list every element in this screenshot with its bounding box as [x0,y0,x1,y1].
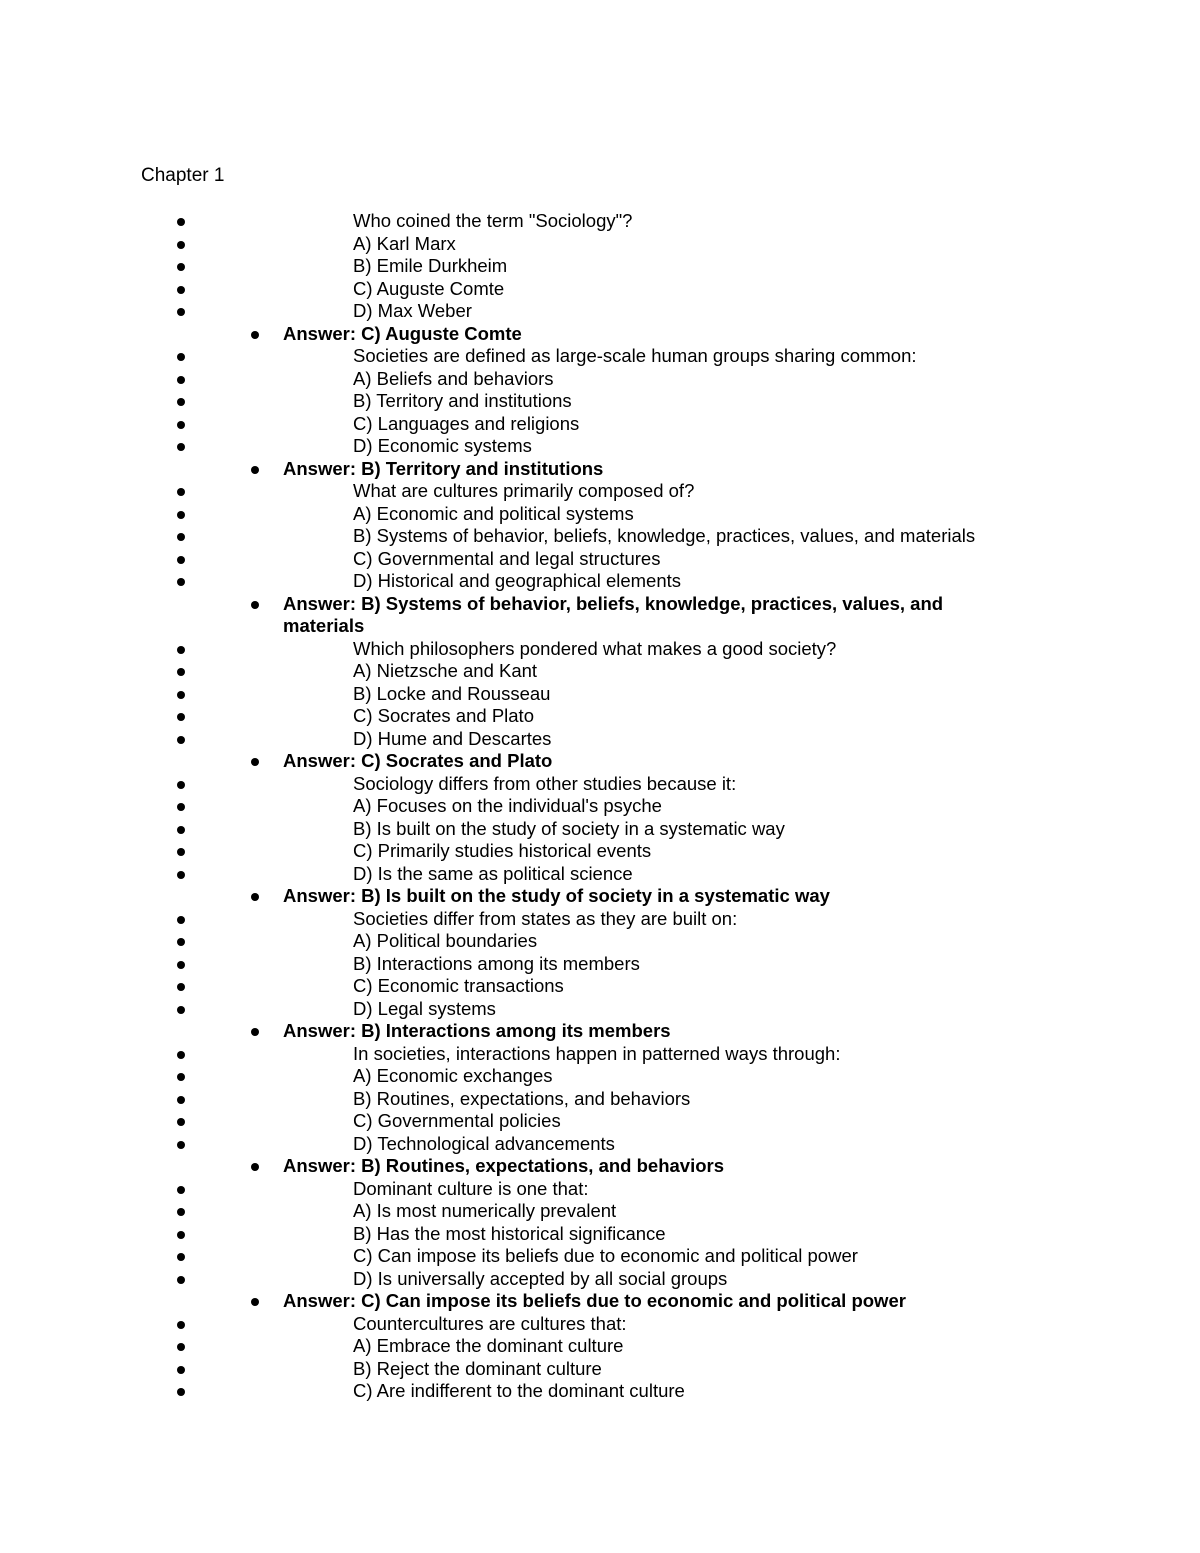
answer-option [0,1088,1200,1111]
answer-option [0,300,1200,323]
answer-option-text: C) Socrates and Plato [353,705,534,726]
answer-option-text: B) Routines, expectations, and behaviors [353,1087,691,1109]
answer-option-text: C) Are indifferent to the dominant culture [353,1380,685,1401]
bullet-icon [177,803,185,811]
question-stem-text: Sociology differs from other studies because it: [353,772,737,794]
bullet-icon [251,601,259,609]
bullet-icon [177,1073,185,1081]
bullet-icon [177,781,185,789]
bullet-icon [177,736,185,744]
question-stem [0,210,1200,233]
answer-key-text: Answer: B) Is built on the study of society in a systematic way [283,885,830,906]
answer-option [0,390,1200,413]
answer-option [0,1268,1200,1291]
question-stem-text: Societies are defined as large-scale human groups sharing common: [353,345,917,366]
bullet-icon [177,916,185,924]
answer-option [0,795,1200,818]
bullet-icon [251,1163,259,1171]
answer-option-text: C) Governmental policies [353,1110,561,1131]
answer-option-text: B) Interactions among its members [353,952,640,974]
bullet-icon [177,241,185,249]
bullet-icon [177,691,185,699]
answer-option [0,525,1200,548]
question-stem [0,1313,1200,1336]
answer-option [0,998,1200,1021]
bullet-icon [177,1343,185,1351]
bullet-icon [177,488,185,496]
answer-option-text: B) Is built on the study of society in a systematic way [353,817,785,839]
answer-option [0,683,1200,706]
answer-key [0,1020,993,1043]
bullet-icon [177,398,185,406]
answer-option [0,1335,1200,1358]
answer-option [0,728,1200,751]
question-stem-text: In societies, interactions happen in patterned ways through: [353,1042,841,1064]
answer-option-text: A) Is most numerically prevalent [353,1200,617,1221]
answer-option [0,278,1200,301]
bullet-icon [251,758,259,766]
answer-option-text: D) Hume and Descartes [353,727,552,749]
answer-option [0,1223,1200,1246]
bullet-icon [177,826,185,834]
bullet-icon [177,1276,185,1284]
bullet-icon [177,353,185,361]
answer-option-text: A) Beliefs and behaviors [353,367,554,389]
answer-option [0,975,1200,998]
question-stem [0,1178,1200,1201]
bullet-icon [177,1118,185,1126]
answer-option-text: A) Karl Marx [353,232,456,254]
question-stem [0,345,1200,368]
answer-option [0,705,1200,728]
bullet-icon [177,871,185,879]
answer-option [0,503,1200,526]
answer-option-text: D) Economic systems [353,435,532,456]
bullet-icon [177,1208,185,1216]
answer-option-text: A) Economic and political systems [353,502,634,524]
bullet-icon [177,1141,185,1149]
answer-option [0,863,1200,886]
bullet-icon [177,1388,185,1396]
answer-option [0,368,1200,391]
page-title: Chapter 1 [141,165,225,186]
question-stem-text: Which philosophers pondered what makes a good society? [353,637,837,659]
question-stem [0,480,1200,503]
bullet-icon [177,286,185,294]
question-stem [0,773,1200,796]
question-stem-text: Societies differ from states as they are built on: [353,907,738,929]
question-stem-text: Who coined the term "Sociology"? [353,210,633,231]
answer-option-text: D) Historical and geographical elements [353,570,682,591]
question-stem-text: What are cultures primarily composed of? [353,480,695,501]
answer-option-text: B) Systems of behavior, beliefs, knowledge, practices, values, and materials [353,525,976,546]
answer-option-text: B) Has the most historical significance [353,1222,666,1244]
answer-key-text: Answer: C) Can impose its beliefs due to economic and political power [283,1290,906,1311]
answer-option-text: A) Economic exchanges [353,1065,553,1086]
bullet-icon [177,961,185,969]
answer-option [0,413,1200,436]
bullet-icon [177,938,185,946]
answer-option-text: B) Reject the dominant culture [353,1357,602,1379]
answer-option-text: B) Locke and Rousseau [353,682,551,704]
answer-option-text: C) Languages and religions [353,412,580,434]
answer-key [0,1290,993,1313]
bullet-icon [251,466,259,474]
answer-option-text: D) Legal systems [353,997,496,1019]
answer-key-text: Answer: C) Auguste Comte [283,322,522,344]
answer-option [0,953,1200,976]
answer-key-text: Answer: B) Systems of behavior, beliefs, knowledge, practices, values, and materials [283,592,944,636]
bullet-icon [251,331,259,339]
question-stem [0,908,1200,931]
answer-key-text: Answer: B) Territory and institutions [283,457,604,479]
bullet-icon [177,308,185,316]
bullet-icon [177,443,185,451]
bullet-icon [177,1051,185,1059]
answer-key [0,593,993,638]
question-list [0,210,1200,1403]
bullet-icon [177,578,185,586]
answer-option [0,1380,1200,1403]
answer-option-text: C) Governmental and legal structures [353,547,661,569]
bullet-icon [177,1006,185,1014]
bullet-icon [177,1186,185,1194]
answer-option [0,1200,1200,1223]
bullet-icon [251,1298,259,1306]
bullet-icon [177,983,185,991]
answer-key-text: Answer: B) Interactions among its members [283,1020,671,1041]
answer-option [0,1133,1200,1156]
answer-key-text: Answer: C) Socrates and Plato [283,750,553,771]
answer-key-text: Answer: B) Routines, expectations, and behaviors [283,1155,725,1176]
question-stem-text: Dominant culture is one that: [353,1177,589,1199]
answer-option [0,1245,1200,1268]
bullet-icon [251,893,259,901]
answer-option-text: D) Max Weber [353,300,472,321]
answer-option [0,255,1200,278]
answer-key [0,458,993,481]
answer-option [0,818,1200,841]
question-stem [0,1043,1200,1066]
bullet-icon [177,556,185,564]
answer-option-text: D) Is universally accepted by all social groups [353,1267,728,1289]
answer-key [0,750,993,773]
answer-key [0,1155,993,1178]
bullet-icon [177,263,185,271]
bullet-icon [177,1321,185,1329]
bullet-icon [177,1096,185,1104]
answer-option [0,435,1200,458]
answer-option [0,840,1200,863]
answer-option-text: D) Technological advancements [353,1132,615,1154]
answer-option-text: C) Can impose its beliefs due to economic and political power [353,1245,858,1266]
answer-option [0,570,1200,593]
answer-option-text: B) Emile Durkheim [353,255,508,276]
answer-option-text: A) Nietzsche and Kant [353,660,538,681]
bullet-icon [177,848,185,856]
answer-option-text: A) Focuses on the individual's psyche [353,795,662,816]
bullet-icon [251,1028,259,1036]
bullet-icon [177,713,185,721]
answer-key [0,885,993,908]
answer-option [0,660,1200,683]
bullet-icon [177,421,185,429]
answer-option [0,1065,1200,1088]
answer-option-text: C) Auguste Comte [353,277,505,299]
answer-option-text: D) Is the same as political science [353,862,633,884]
answer-key [0,323,993,346]
bullet-icon [177,376,185,384]
bullet-icon [177,533,185,541]
answer-option [0,1358,1200,1381]
answer-option-text: C) Economic transactions [353,975,564,996]
answer-option [0,930,1200,953]
bullet-icon [177,646,185,654]
answer-option [0,548,1200,571]
question-stem-text: Countercultures are cultures that: [353,1312,627,1334]
bullet-icon [177,668,185,676]
answer-option [0,233,1200,256]
question-stem [0,638,1200,661]
answer-option-text: A) Political boundaries [353,930,538,951]
answer-option-text: A) Embrace the dominant culture [353,1335,624,1356]
answer-option-text: B) Territory and institutions [353,390,572,411]
answer-option [0,1110,1200,1133]
answer-option-text: C) Primarily studies historical events [353,840,652,861]
bullet-icon [177,511,185,519]
bullet-icon [177,1366,185,1374]
bullet-icon [177,218,185,226]
bullet-icon [177,1231,185,1239]
bullet-icon [177,1253,185,1261]
